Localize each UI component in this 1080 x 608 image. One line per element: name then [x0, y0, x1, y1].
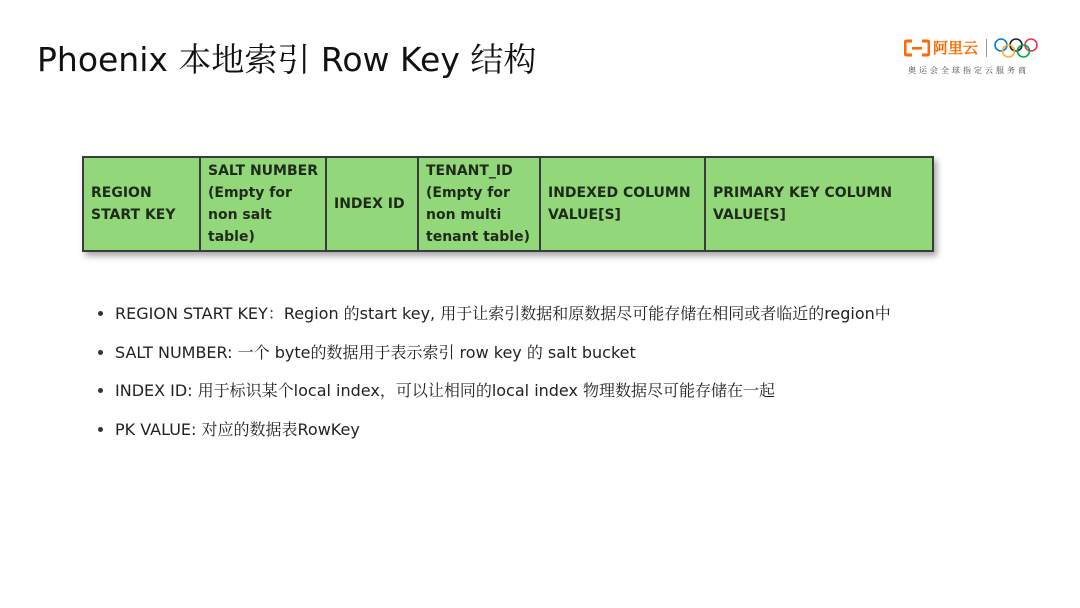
brand-name: 阿里云	[933, 39, 979, 57]
cell-label: INDEXED COLUMN VALUE[S]	[548, 185, 691, 223]
bullet-text: PK VALUE: 对应的数据表RowKey	[115, 419, 360, 439]
cell-label: SALT NUMBER (Empty for non salt table)	[208, 163, 318, 245]
bullet-dot-icon	[98, 427, 103, 432]
bullet-dot-icon	[98, 350, 103, 355]
aliyun-logo-icon	[904, 38, 930, 58]
cell-label: INDEX ID	[334, 196, 405, 212]
rowkey-cell-index-id	[327, 158, 419, 250]
bullet-item-region-start-key	[97, 300, 891, 339]
brand-header	[904, 36, 1054, 80]
rowkey-cell-primary-key-column	[706, 158, 932, 250]
rowkey-cell-tenant-id	[419, 158, 541, 250]
bullet-dot-icon	[98, 388, 103, 393]
brand-divider	[986, 39, 987, 57]
cell-label: PRIMARY KEY COLUMN VALUE[S]	[713, 185, 893, 223]
rowkey-cell-indexed-column	[541, 158, 706, 250]
bullet-item-salt-number	[97, 339, 891, 378]
cell-label: REGION START KEY	[91, 185, 176, 223]
rowkey-cell-salt-number	[201, 158, 327, 250]
bullet-text: INDEX ID: 用于标识某个local index，可以让相同的local index 物理数据尽可能存储在一起	[115, 381, 776, 400]
brand-tagline: 奥运会全球指定云服务商	[908, 66, 1029, 75]
cell-label: TENANT_ID (Empty for non multi tenant table)	[426, 163, 530, 245]
rowkey-structure-table	[82, 156, 934, 252]
bullet-item-index-id	[97, 377, 891, 416]
bullet-list	[97, 300, 891, 454]
bullet-dot-icon	[98, 311, 103, 316]
bullet-text: SALT NUMBER: 一个 byte的数据用于表示索引 row key 的 salt bucket	[115, 342, 636, 362]
brand-logo-row	[904, 36, 1039, 60]
bullet-text: REGION START KEY：Region 的start key, 用于让索引数据和原数据尽可能存储在相同或者临近的region中	[115, 304, 891, 323]
rowkey-cell-region-start-key	[84, 158, 201, 250]
page-title: Phoenix 本地索引 Row Key 结构	[37, 40, 537, 79]
bullet-item-pk-value	[97, 416, 891, 455]
olympic-rings-icon	[993, 37, 1039, 59]
